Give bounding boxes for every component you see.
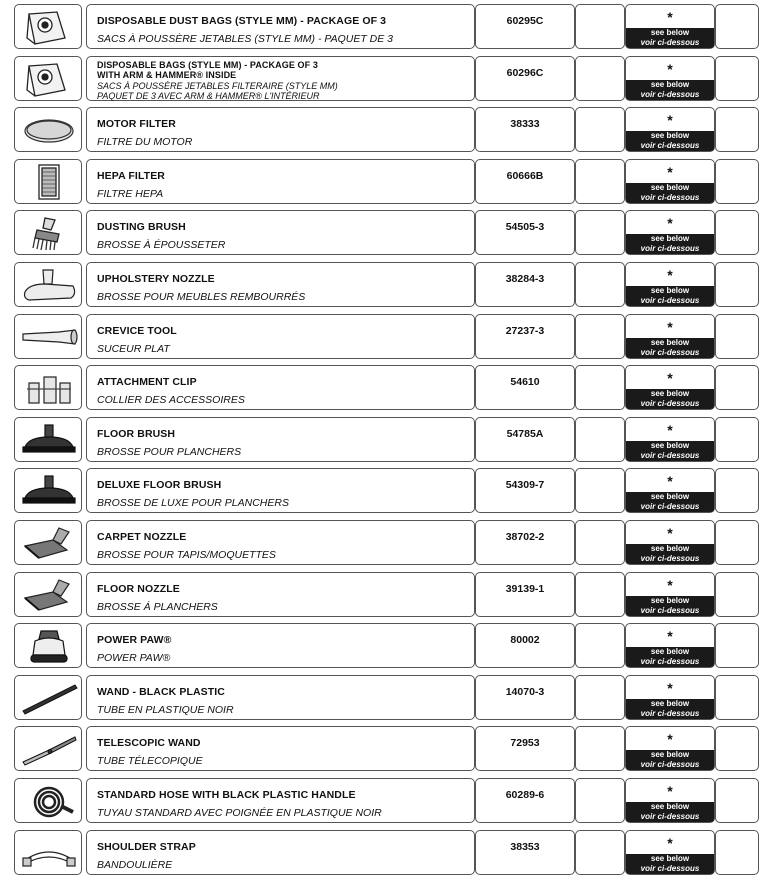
empty-cell — [575, 520, 625, 565]
empty-cell — [715, 623, 759, 668]
empty-cell — [715, 830, 759, 875]
part-number: 60296C — [506, 66, 544, 79]
part-number-cell — [475, 4, 575, 49]
table-row — [14, 159, 759, 204]
part-number: 39139-1 — [505, 582, 545, 595]
see-below-badge — [626, 854, 714, 874]
part-number-cell — [475, 365, 575, 410]
item-image-cell — [14, 365, 82, 410]
voir-ci-dessous-label: voir ci-dessous — [640, 244, 700, 254]
empty-cell — [575, 468, 625, 513]
see-below-label: see below — [650, 595, 690, 605]
asterisk-mark: * — [667, 421, 673, 438]
part-number: 38284-3 — [505, 273, 545, 285]
part-number: 38333 — [510, 118, 540, 131]
part-number-cell — [475, 107, 575, 152]
empty-cell — [715, 778, 759, 823]
description-cell — [86, 107, 475, 152]
availability-cell — [625, 159, 715, 204]
empty-cell — [715, 468, 759, 513]
description-cell — [86, 4, 475, 49]
table-row — [14, 830, 759, 875]
voir-ci-dessous-label: voir ci-dessous — [640, 38, 700, 47]
hepa-filter-icon — [19, 163, 79, 202]
availability-cell — [625, 262, 715, 307]
table-row — [14, 262, 759, 307]
carpet-nozzle-icon — [19, 524, 79, 563]
part-number-cell — [475, 468, 575, 513]
empty-cell — [715, 726, 759, 771]
description-english: TELESCOPIC WAND — [97, 737, 201, 750]
see-below-badge — [626, 802, 714, 822]
table-row — [14, 417, 759, 462]
description-french: BROSSE POUR PLANCHERS — [97, 445, 242, 458]
voir-ci-dessous-label: voir ci-dessous — [640, 863, 700, 873]
asterisk-mark: * — [667, 834, 673, 851]
availability-cell — [625, 830, 715, 875]
asterisk-mark: * — [667, 9, 673, 25]
voir-ci-dessous-label: voir ci-dessous — [640, 554, 700, 563]
availability-cell — [625, 675, 715, 720]
empty-cell — [575, 572, 625, 617]
part-number-cell — [475, 572, 575, 617]
description-cell — [86, 830, 475, 875]
availability-cell — [625, 107, 715, 152]
item-image-cell — [14, 56, 82, 101]
item-image-cell — [14, 572, 82, 617]
asterisk-mark: * — [667, 318, 673, 335]
description-english: POWER PAW® — [97, 634, 172, 647]
description-french: BROSSE À ÉPOUSSETER — [97, 239, 226, 252]
empty-cell — [715, 4, 759, 49]
item-image-cell — [14, 417, 82, 462]
item-image-cell — [14, 675, 82, 720]
asterisk-mark: * — [667, 628, 673, 645]
floor-brush-icon — [19, 421, 79, 460]
part-number: 38353 — [510, 840, 540, 853]
part-number: 54505-3 — [505, 221, 545, 234]
part-number: 60295C — [506, 15, 544, 27]
voir-ci-dessous-label: voir ci-dessous — [640, 347, 700, 357]
empty-cell — [715, 210, 759, 255]
see-below-label: see below — [650, 802, 690, 811]
dust-bag-icon — [19, 60, 79, 99]
empty-cell — [575, 314, 625, 359]
see-below-badge — [626, 234, 714, 254]
description-cell — [86, 417, 475, 462]
availability-cell — [625, 417, 715, 462]
item-image-cell — [14, 778, 82, 823]
item-image-cell — [14, 520, 82, 565]
see-below-label: see below — [650, 234, 690, 244]
see-below-badge — [626, 596, 714, 616]
empty-cell — [715, 314, 759, 359]
see-below-badge — [626, 389, 714, 409]
description-cell — [86, 520, 475, 565]
voir-ci-dessous-label: voir ci-dessous — [640, 89, 700, 99]
description-english: WAND - BLACK PLASTIC — [97, 685, 225, 698]
description-french: BROSSE Á PLANCHERS — [97, 600, 218, 613]
description-french: SACS À POUSSÈRE JETABLES (STYLE MM) - PAQUET DE 3 — [97, 33, 394, 45]
asterisk-mark: * — [667, 525, 673, 541]
part-number-cell — [475, 830, 575, 875]
description-french: BROSSE DE LUXE POUR PLANCHERS — [97, 497, 289, 510]
table-row — [14, 4, 759, 49]
availability-cell — [625, 726, 715, 771]
empty-cell — [575, 417, 625, 462]
description-french: SUCEUR PLAT — [97, 342, 170, 355]
description-english: FLOOR NOZZLE — [97, 582, 180, 595]
empty-cell — [715, 365, 759, 410]
part-number: 72953 — [510, 737, 540, 750]
table-row — [14, 623, 759, 668]
power-paw-icon — [19, 627, 79, 666]
asterisk-mark: * — [667, 60, 673, 77]
item-image-cell — [14, 262, 82, 307]
see-below-label: see below — [650, 750, 690, 760]
description-cell — [86, 726, 475, 771]
description-cell — [86, 778, 475, 823]
table-row — [14, 520, 759, 565]
carpet-nozzle-icon — [19, 576, 79, 615]
empty-cell — [715, 159, 759, 204]
voir-ci-dessous-label: voir ci-dessous — [640, 502, 700, 512]
asterisk-mark: * — [667, 267, 673, 283]
voir-ci-dessous-label: voir ci-dessous — [640, 296, 700, 305]
description-cell — [86, 675, 475, 720]
table-row — [14, 56, 759, 101]
empty-cell — [715, 107, 759, 152]
part-number: 60666B — [506, 169, 544, 182]
dusting-brush-icon — [19, 214, 79, 253]
table-row — [14, 210, 759, 255]
description-french: TUBE TÉLECOPIQUE — [97, 755, 203, 768]
description-french: POWER PAW® — [97, 652, 171, 665]
description-french: BANDOULIÈRE — [97, 858, 173, 871]
empty-cell — [575, 830, 625, 875]
see-below-label: see below — [650, 337, 690, 347]
asterisk-mark: * — [667, 163, 673, 180]
part-number: 54785A — [506, 427, 544, 440]
empty-cell — [715, 572, 759, 617]
description-english: MOTOR FILTER — [97, 118, 176, 131]
see-below-label: see below — [650, 28, 690, 37]
table-row — [14, 778, 759, 823]
item-image-cell — [14, 159, 82, 204]
voir-ci-dessous-label: voir ci-dessous — [640, 399, 700, 409]
empty-cell — [715, 417, 759, 462]
voir-ci-dessous-label: voir ci-dessous — [640, 605, 700, 615]
upholstery-nozzle-icon — [19, 266, 79, 305]
empty-cell — [575, 210, 625, 255]
item-image-cell — [14, 210, 82, 255]
see-below-label: see below — [650, 544, 690, 553]
wand-icon — [19, 679, 79, 718]
part-number-cell — [475, 675, 575, 720]
availability-cell — [625, 623, 715, 668]
availability-cell — [625, 778, 715, 823]
see-below-badge — [626, 441, 714, 461]
see-below-badge — [626, 183, 714, 203]
item-image-cell — [14, 107, 82, 152]
description-cell — [86, 572, 475, 617]
availability-cell — [625, 468, 715, 513]
part-number: 38702-2 — [505, 531, 545, 543]
see-below-badge — [626, 699, 714, 719]
empty-cell — [575, 778, 625, 823]
table-row — [14, 572, 759, 617]
availability-cell — [625, 4, 715, 49]
motor-filter-icon — [19, 111, 79, 150]
empty-cell — [575, 107, 625, 152]
item-image-cell — [14, 726, 82, 771]
description-english: DELUXE FLOOR BRUSH — [97, 479, 222, 492]
part-number: 27237-3 — [505, 324, 545, 337]
voir-ci-dessous-label: voir ci-dessous — [640, 812, 700, 821]
dust-bag-icon — [19, 8, 79, 47]
description-cell — [86, 314, 475, 359]
asterisk-mark: * — [667, 215, 673, 232]
asterisk-mark: * — [667, 576, 673, 593]
voir-ci-dessous-label: voir ci-dessous — [640, 450, 700, 460]
description-cell — [86, 623, 475, 668]
part-number-cell — [475, 314, 575, 359]
description-french: TUYAU STANDARD AVEC POIGNÉE EN PLASTIQUE NOIR — [97, 807, 382, 819]
see-below-label: see below — [650, 853, 690, 863]
see-below-badge — [626, 131, 714, 151]
empty-cell — [575, 726, 625, 771]
see-below-label: see below — [650, 440, 690, 450]
table-row — [14, 726, 759, 771]
see-below-label: see below — [650, 182, 690, 192]
voir-ci-dessous-label: voir ci-dessous — [640, 141, 700, 151]
empty-cell — [715, 520, 759, 565]
part-number-cell — [475, 262, 575, 307]
description-english: DUSTING BRUSH — [97, 221, 186, 234]
table-row — [14, 365, 759, 410]
description-french: SACS À POUSSÈRE JETABLES FILTERAIRE (STYLE MM) PAQUET DE 3 AVEC ARM & HAMMER® L'INTÉRIEUR — [97, 80, 338, 101]
part-number: 54309-7 — [505, 479, 545, 492]
see-below-badge — [626, 492, 714, 512]
see-below-label: see below — [650, 131, 690, 141]
item-image-cell — [14, 4, 82, 49]
part-number: 60289-6 — [505, 789, 545, 801]
part-number: 54610 — [510, 376, 540, 389]
asterisk-mark: * — [667, 731, 673, 748]
part-number-cell — [475, 520, 575, 565]
see-below-label: see below — [650, 698, 690, 708]
asterisk-mark: * — [667, 473, 673, 490]
voir-ci-dessous-label: voir ci-dessous — [640, 657, 700, 667]
table-row — [14, 314, 759, 359]
empty-cell — [715, 262, 759, 307]
table-row — [14, 468, 759, 513]
description-french: FILTRE DU MOTOR — [97, 136, 193, 149]
description-english: HEPA FILTER — [97, 169, 165, 182]
item-image-cell — [14, 830, 82, 875]
see-below-label: see below — [650, 286, 690, 295]
part-number-cell — [475, 159, 575, 204]
part-number-cell — [475, 56, 575, 101]
description-french: FILTRE HEPA — [97, 187, 164, 200]
description-cell — [86, 468, 475, 513]
description-english: UPHOLSTERY NOZZLE — [97, 273, 215, 285]
part-number: 14070-3 — [505, 685, 545, 698]
hose-icon — [19, 782, 79, 821]
description-english: DISPOSABLE DUST BAGS (STYLE MM) - PACKAGE OF 3 — [97, 15, 387, 27]
see-below-badge — [626, 647, 714, 667]
empty-cell — [575, 4, 625, 49]
part-number-cell — [475, 417, 575, 462]
see-below-badge — [626, 286, 714, 306]
voir-ci-dessous-label: voir ci-dessous — [640, 760, 700, 770]
asterisk-mark: * — [667, 112, 673, 129]
item-image-cell — [14, 623, 82, 668]
attachment-clip-icon — [19, 369, 79, 408]
empty-cell — [575, 365, 625, 410]
see-below-label: see below — [650, 492, 690, 502]
empty-cell — [715, 675, 759, 720]
asterisk-mark: * — [667, 370, 673, 387]
empty-cell — [575, 623, 625, 668]
item-image-cell — [14, 468, 82, 513]
see-below-label: see below — [650, 389, 690, 399]
part-number: 80002 — [510, 634, 540, 647]
see-below-badge — [626, 80, 714, 100]
empty-cell — [575, 675, 625, 720]
floor-brush-icon — [19, 472, 79, 511]
item-image-cell — [14, 314, 82, 359]
description-english: SHOULDER STRAP — [97, 840, 196, 853]
availability-cell — [625, 520, 715, 565]
crevice-tool-icon — [19, 318, 79, 357]
voir-ci-dessous-label: voir ci-dessous — [640, 708, 700, 718]
description-french: COLLIER DES ACCESSOIRES — [97, 394, 245, 407]
description-cell — [86, 159, 475, 204]
empty-cell — [575, 159, 625, 204]
description-french: BROSSE POUR TAPIS/MOQUETTES — [97, 549, 276, 561]
description-english: STANDARD HOSE WITH BLACK PLASTIC HANDLE — [97, 789, 356, 801]
description-french: TUBE EN PLASTIQUE NOIR — [97, 703, 234, 716]
shoulder-strap-icon — [19, 834, 79, 873]
part-number-cell — [475, 623, 575, 668]
availability-cell — [625, 210, 715, 255]
asterisk-mark: * — [667, 679, 673, 696]
description-cell — [86, 210, 475, 255]
asterisk-mark: * — [667, 783, 673, 799]
part-number-cell — [475, 210, 575, 255]
empty-cell — [715, 56, 759, 101]
description-english: ATTACHMENT CLIP — [97, 376, 197, 389]
see-below-label: see below — [650, 647, 690, 657]
see-below-badge — [626, 28, 714, 48]
description-english: DISPOSABLE BAGS (STYLE MM) - PACKAGE OF 3 WITH ARM & HAMMER® INSIDE — [97, 59, 318, 80]
see-below-badge — [626, 338, 714, 358]
availability-cell — [625, 56, 715, 101]
availability-cell — [625, 314, 715, 359]
see-below-badge — [626, 750, 714, 770]
description-cell — [86, 365, 475, 410]
description-english: CARPET NOZZLE — [97, 531, 187, 543]
telescopic-wand-icon — [19, 730, 79, 769]
part-number-cell — [475, 726, 575, 771]
part-number-cell — [475, 778, 575, 823]
description-english: CREVICE TOOL — [97, 324, 177, 337]
description-english: FLOOR BRUSH — [97, 427, 176, 440]
empty-cell — [575, 56, 625, 101]
description-cell — [86, 262, 475, 307]
table-row — [14, 675, 759, 720]
availability-cell — [625, 572, 715, 617]
voir-ci-dessous-label: voir ci-dessous — [640, 192, 700, 202]
table-row — [14, 107, 759, 152]
see-below-badge — [626, 544, 714, 564]
availability-cell — [625, 365, 715, 410]
description-cell — [86, 56, 475, 101]
description-french: BROSSE POUR MEUBLES REMBOURRÉS — [97, 291, 306, 303]
empty-cell — [575, 262, 625, 307]
see-below-label: see below — [650, 79, 690, 89]
